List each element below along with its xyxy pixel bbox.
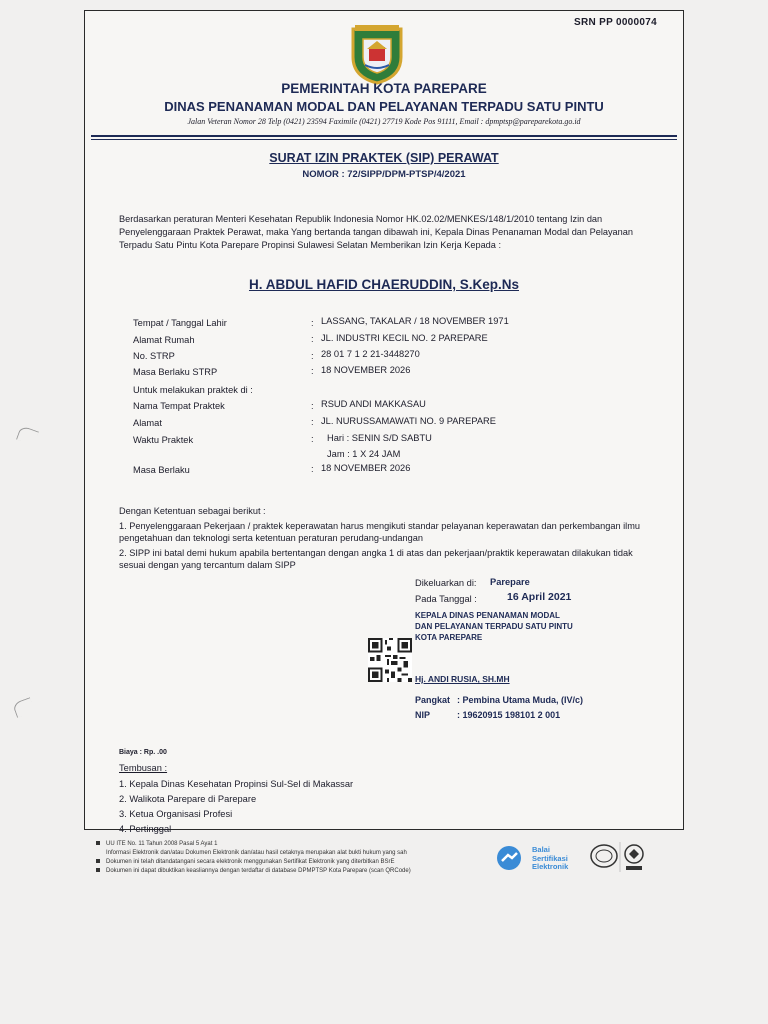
field-value-strp-validity: 18 NOVEMBER 2026 [321,365,411,375]
footer-legal-4 [96,867,411,876]
office-line-3: KOTA PAREPARE [415,633,483,642]
bullet-icon [96,859,100,863]
field-colon: : [311,434,314,444]
field-colon: : [311,417,314,427]
field-value-practice-name: RSUD ANDI MAKKASAU [321,399,426,409]
issued-label: Dikeluarkan di: [415,578,477,588]
signatory-name: Hj. ANDI RUSIA, SH.MH [415,674,510,684]
cc-item-2: 2. Walikota Parepare di Parepare [119,794,257,804]
nip-value: : 19620915 198101 2 001 [457,710,561,720]
issued-value: Parepare [490,577,530,587]
field-value-practice-days: Hari : SENIN S/D SABTU [327,433,432,443]
field-colon: : [311,351,314,361]
bsre-line-2: Sertifikasi [532,853,568,863]
document-number: NOMOR : 72/SIPP/DPM-PTSP/4/2021 [302,169,466,180]
permit-document [84,10,684,834]
footer-legal-1-text: UU ITE No. 11 Tahun 2008 Pasal 5 Ayat 1 [106,841,218,847]
header-rule [91,135,677,137]
field-value-strp: 28 01 7 1 2 21-3448270 [321,349,420,359]
certification-marks-icon [588,840,650,876]
conditions-heading: Dengan Ketentuan sebagai berikut : [119,506,266,516]
field-value-validity: 18 NOVEMBER 2026 [321,463,411,473]
cc-item-4: 4. Pertinggal [119,824,172,834]
field-label-validity: Masa Berlaku [133,465,190,475]
condition-item-1: 1. Penyelenggaraan Pekerjaan / praktek keperawatan harus mengikuti standar pelayanan keperawatan dan perkembangan ilmu pengetahuan dan teknologi serta ketentuan peraturan perudang-undangan [119,521,640,543]
bullet-icon [96,868,100,872]
bsre-logo-icon [494,845,524,871]
field-label-strp-validity: Masa Berlaku STRP [133,367,218,377]
field-value-address: JL. INDUSTRI KECIL NO. 2 PAREPARE [321,333,488,343]
date-label: Pada Tanggal : [415,594,477,604]
field-label-address: Alamat Rumah [133,335,195,345]
bsre-line-1: Balai [532,845,550,854]
field-label-practice-time: Waktu Praktek [133,435,194,445]
document-title-text: SURAT IZIN PRAKTEK (SIP) PERAWAT [269,151,499,165]
fee-label: Biaya : Rp. .00 [119,749,167,756]
field-value-practice-hours: Jam : 1 X 24 JAM [327,449,401,459]
rank-label: Pangkat [415,695,451,705]
cc-item-3: 3. Ketua Organisasi Profesi [119,809,233,819]
scan-artifact [12,697,35,718]
footer-legal-1 [96,840,217,849]
scan-artifact [16,425,39,446]
field-label-practice-address: Alamat [133,418,162,428]
field-label-practice-name: Nama Tempat Praktek [133,401,225,411]
holder-name-text: H. ABDUL HAFID CHAERUDDIN, S.Kep.Ns [248,277,519,292]
bsre-label [532,846,568,872]
field-value-birth: LASSANG, TAKALAR / 18 NOVEMBER 1971 [321,316,509,326]
field-colon: : [311,366,314,376]
nip-label: NIP [415,710,431,720]
intro-paragraph: Berdasarkan peraturan Menteri Kesehatan Republik Indonesia Nomor HK.02.02/MENKES/148/1/2010 tentang Izin dan Penyelenggaraan Praktek Perawat, maka Yang bertanda tangan dibawah ini, Kepala Dinas Penanaman Modal dan Pelayanan Terpadu Satu Pintu Kota Parepare Propinsi Sulawesi Selatan Memberikan Izin Kerja Kepada : [119,214,634,250]
date-value: 16 April 2021 [507,591,572,603]
footer-legal-2: Informasi Elektronik dan/atau Dokumen Elektronik dan/atau hasil cetaknya merupakan alat bukti hukum yang sah [106,850,407,856]
office-line-2: DAN PELAYANAN TERPADU SATU PINTU [415,622,573,631]
document-title [85,151,683,165]
field-label-strp: No. STRP [133,351,175,361]
field-colon: : [311,318,314,328]
qr-code-icon [368,638,412,682]
cc-item-1: 1. Kepala Dinas Kesehatan Propinsi Sul-Sel di Makassar [119,779,354,789]
condition-item-2: 2. SIPP ini batal demi hukum apabila bertentangan dengan angka 1 di atas dan pekerjaan/praktik keperawatan dilakukan tidak sesuai dengan yang tercantum dalam SIPP [119,548,633,570]
field-value-practice-address: JL. NURUSSAMAWATI NO. 9 PAREPARE [321,416,496,426]
field-label-birth: Tempat / Tanggal Lahir [133,318,227,328]
header-government: PEMERINTAH KOTA PAREPARE [281,81,487,96]
bullet-icon [96,841,100,845]
header-agency: DINAS PENANAMAN MODAL DAN PELAYANAN TERPADU SATU PINTU [164,99,604,114]
footer-legal-4-text: Dokumen ini dapat dibuktikan keasliannya dengan terdaftar di database DPMPTSP Kota Parepare (scan QRCode) [106,868,411,874]
footer-legal-3-text: Dokumen ini telah ditandatangani secara elektronik menggunakan Sertifikat Elektronik yang diterbitkan BSrE [106,859,395,865]
field-colon: : [311,401,314,411]
footer-legal-3 [96,858,395,867]
cc-heading: Tembusan : [119,763,168,773]
header-address: Jalan Veteran Nomor 28 Telp (0421) 23594 Faximile (0421) 27719 Kode Pos 91111, Email : dpmptsp@pareparekota.go.id [187,117,581,126]
holder-name [85,277,683,292]
field-colon: : [311,334,314,344]
office-line-1: KEPALA DINAS PENANAMAN MODAL [415,611,560,620]
practice-heading: Untuk melakukan praktek di : [133,385,253,395]
serial-number: SRN PP 0000074 [574,17,657,28]
rank-value: : Pembina Utama Muda, (IV/c) [457,695,584,705]
field-colon: : [311,464,314,474]
bsre-line-3: Elektronik [532,862,569,871]
city-crest-icon [349,23,405,85]
header-rule-thin [91,139,677,140]
